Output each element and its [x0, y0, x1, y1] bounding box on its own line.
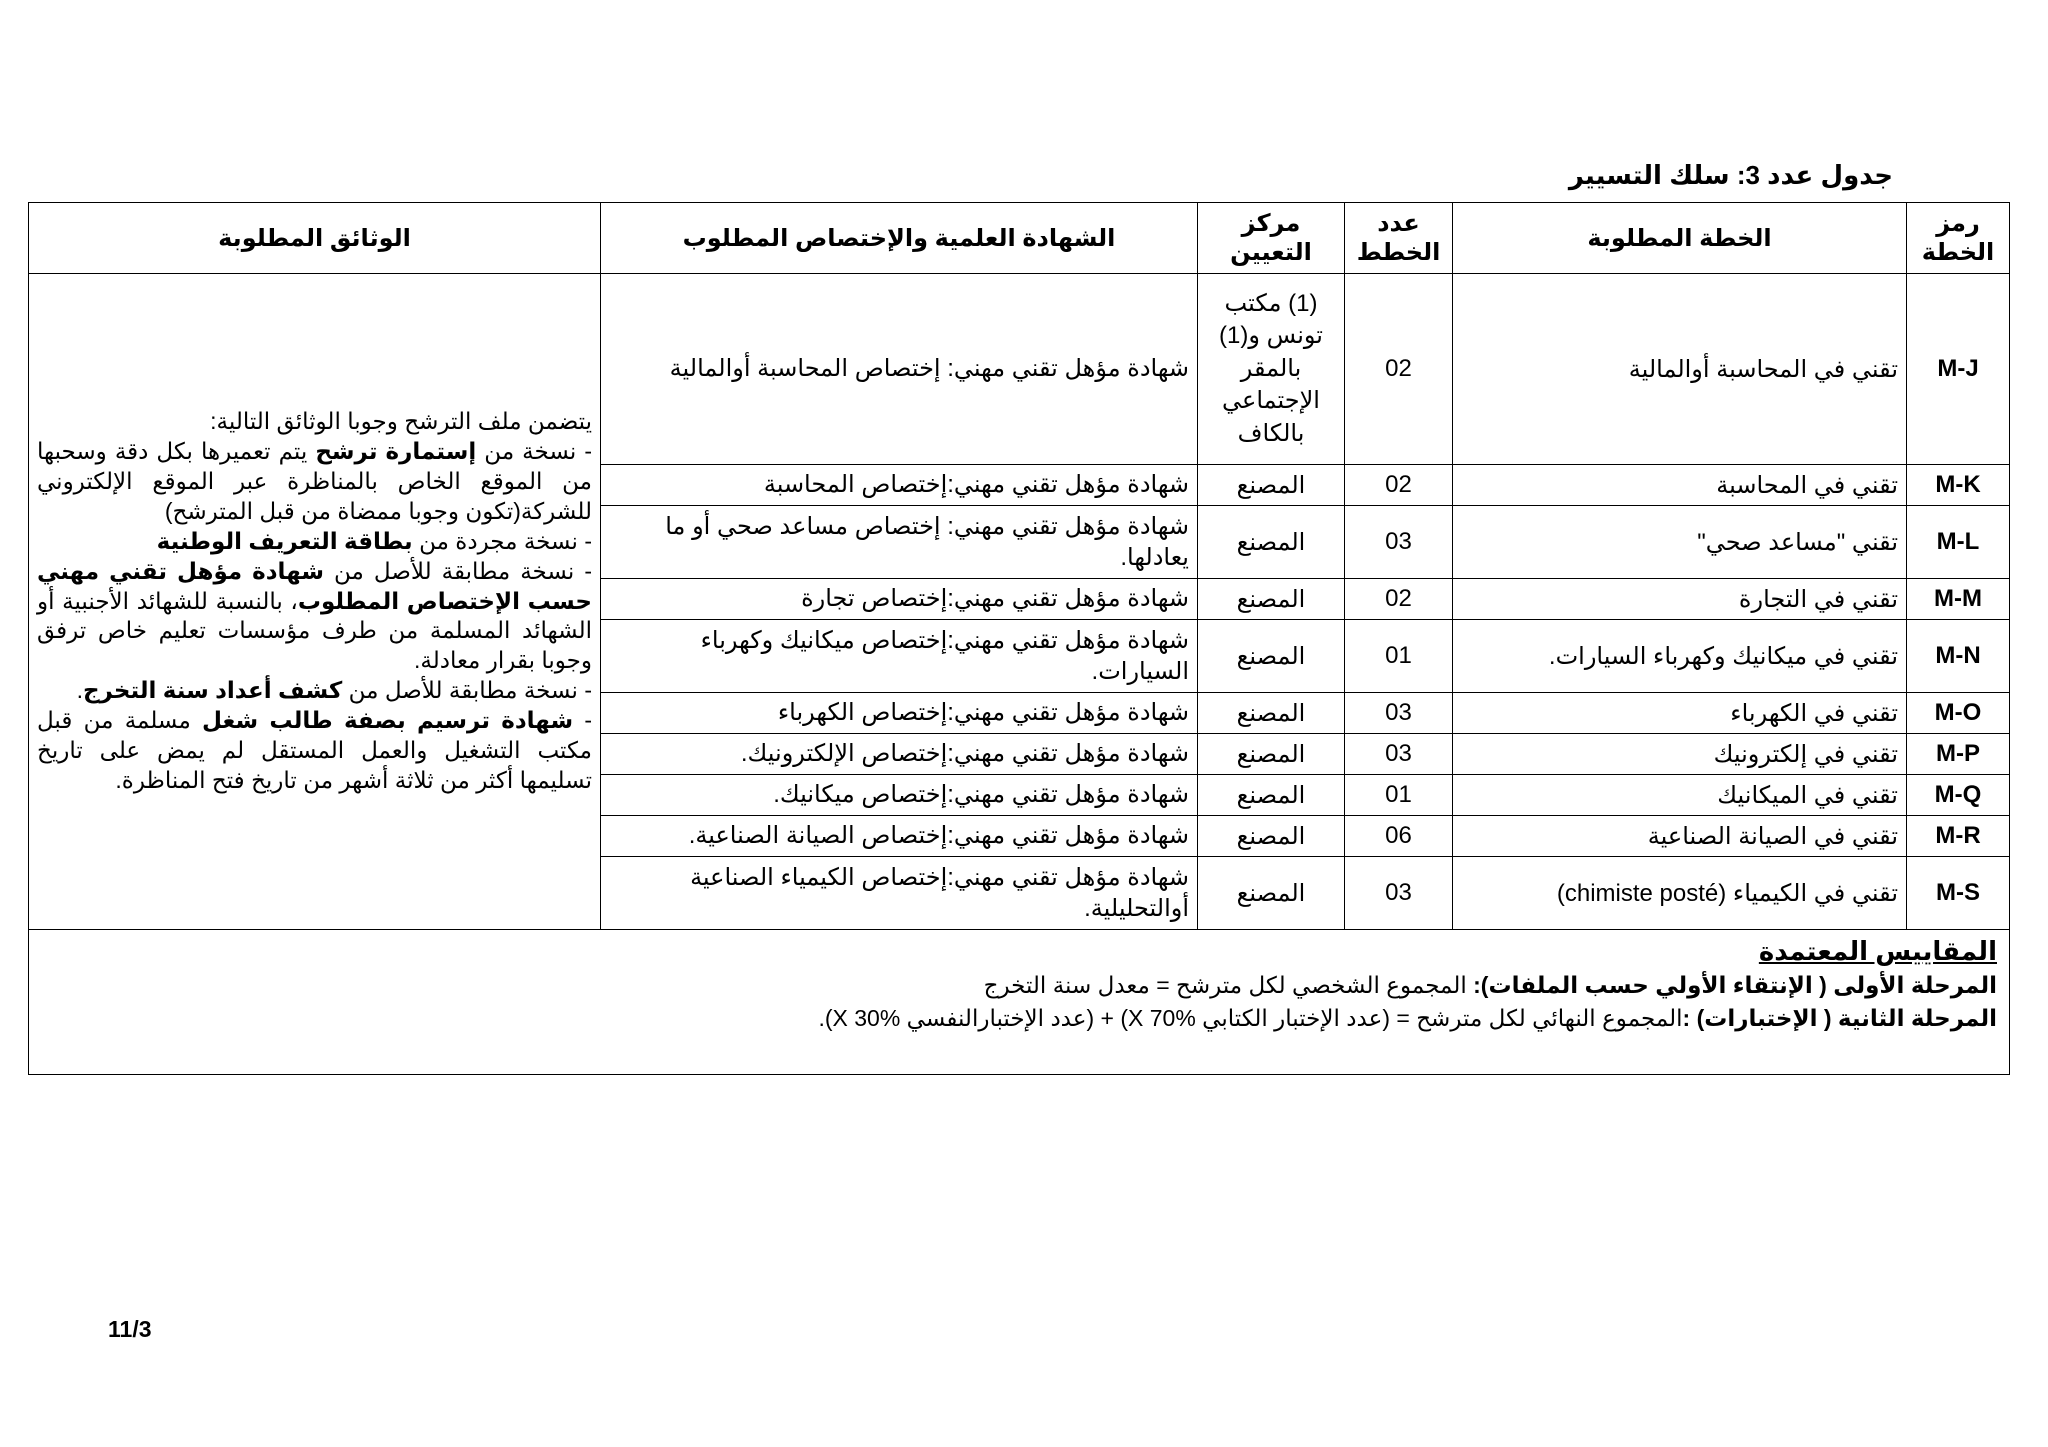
row-degree: شهادة مؤهل تقني مهني:إختصاص تجارة [601, 579, 1198, 620]
row-plan: تقني في المحاسبة [1453, 465, 1907, 506]
row-plan: تقني في التجارة [1453, 579, 1907, 620]
docs-intro: يتضمن ملف الترشح وجوبا الوثائق التالية: [210, 408, 592, 435]
row-plan: تقني في إلكترونيك [1453, 734, 1907, 775]
row-code: M-R [1907, 816, 2010, 857]
row-count: 01 [1345, 775, 1453, 816]
row-count: 03 [1345, 734, 1453, 775]
required-documents [29, 274, 601, 930]
criteria-title: المقاييس المعتمدة [1758, 936, 1997, 966]
row-center: المصنع [1198, 693, 1345, 734]
row-center: المصنع [1198, 857, 1345, 930]
row-code: M-S [1907, 857, 2010, 930]
row-code: M-M [1907, 579, 2010, 620]
row-count: 03 [1345, 693, 1453, 734]
docs-item [37, 527, 592, 557]
row-count: 03 [1345, 857, 1453, 930]
header-count: عدد الخطط [1345, 203, 1453, 274]
header-center: مركز التعيين [1198, 203, 1345, 274]
table-row [29, 274, 2010, 465]
docs-emphasis: شهادة مؤهل تقني مهني حسب الإختصاص المطلوب [37, 557, 592, 614]
docs-text: ، بالنسبة للشهائد الأجنبية أو الشهائد المسلمة من طرف مؤسسات تعليم خاص ترفق وجوبا بقرار معادلة. [37, 587, 592, 674]
docs-emphasis: كشف أعداد سنة التخرج [82, 677, 343, 704]
row-degree: شهادة مؤهل تقني مهني:إختصاص ميكانيك وكهرباء السيارات. [601, 620, 1198, 693]
phase-text: المجموع النهائي لكل مترشح = (عدد الإختبار الكتابي X 70%) + (عدد الإختبارالنفسي X 30%). [818, 1004, 1683, 1031]
header-docs: الوثائق المطلوبة [29, 203, 601, 274]
row-code: M-J [1907, 274, 2010, 465]
row-center: المصنع [1198, 579, 1345, 620]
row-center: المصنع [1198, 620, 1345, 693]
row-degree: شهادة مؤهل تقني مهني: إختصاص المحاسبة أوالمالية [601, 274, 1198, 465]
criteria-phase-2 [41, 1002, 1997, 1034]
docs-item [37, 676, 592, 706]
row-code: M-L [1907, 506, 2010, 579]
row-degree: شهادة مؤهل تقني مهني:إختصاص الإلكترونيك. [601, 734, 1198, 775]
docs-emphasis: إستمارة ترشح [315, 438, 477, 465]
docs-text: يتم تعميرها بكل دقة وسحبها من الموقع الخاص بالمناظرة عبر الموقع الإلكتروني للشركة(تكون وجوبا ممضاة من قبل المترشح) [37, 438, 592, 524]
docs-emphasis: بطاقة التعريف الوطنية [156, 527, 413, 554]
docs-item [37, 557, 592, 677]
row-center: المصنع [1198, 506, 1345, 579]
row-center: (1) مكتب تونس و(1) بالمقر الإجتماعي بالكاف [1198, 274, 1345, 465]
phase-label: المرحلة الأولى ( الإنتقاء الأولي حسب الملفات): [1473, 972, 1997, 999]
row-plan: تقني في الميكانيك [1453, 775, 1907, 816]
criteria-box [28, 925, 2010, 1075]
row-degree: شهادة مؤهل تقني مهني: إختصاص مساعد صحي أو ما يعادلها. [601, 506, 1198, 579]
row-degree: شهادة مؤهل تقني مهني:إختصاص الكهرباء [601, 693, 1198, 734]
docs-item [37, 706, 592, 796]
phase-label: المرحلة الثانية ( الإختبارات) : [1682, 1004, 1997, 1031]
row-plan: تقني في الكيمياء (chimiste posté) [1453, 857, 1907, 930]
row-count: 02 [1345, 274, 1453, 465]
row-code: M-Q [1907, 775, 2010, 816]
row-plan: تقني في المحاسبة أوالمالية [1453, 274, 1907, 465]
row-count: 03 [1345, 506, 1453, 579]
row-code: M-P [1907, 734, 2010, 775]
docs-item [37, 437, 592, 527]
row-count: 02 [1345, 465, 1453, 506]
docs-text: مسلمة من قبل مكتب التشغيل والعمل المستقل لم يمض على تاريخ تسليمها أكثر من ثلاثة أشهر من تاريخ فتح المناظرة. [37, 707, 592, 793]
row-center: المصنع [1198, 775, 1345, 816]
positions-table [28, 202, 2010, 930]
row-plan: تقني في الكهرباء [1453, 693, 1907, 734]
row-plan: تقني في الصيانة الصناعية [1453, 816, 1907, 857]
row-count: 01 [1345, 620, 1453, 693]
docs-text: - نسخة من [476, 438, 592, 465]
docs-text: - نسخة مطابقة للأصل من [342, 677, 592, 704]
docs-text: - نسخة مطابقة للأصل من [324, 557, 592, 584]
row-count: 02 [1345, 579, 1453, 620]
row-degree: شهادة مؤهل تقني مهني:إختصاص الصيانة الصناعية. [601, 816, 1198, 857]
docs-text: - نسخة مجردة من [412, 527, 592, 554]
row-degree: شهادة مؤهل تقني مهني:إختصاص الكيمياء الصناعية أوالتحليلية. [601, 857, 1198, 930]
row-degree: شهادة مؤهل تقني مهني:إختصاص ميكانيك. [601, 775, 1198, 816]
row-plan: تقني "مساعد صحي" [1453, 506, 1907, 579]
docs-emphasis: شهادة ترسيم بصفة طالب شغل [202, 707, 574, 734]
docs-text: . [76, 677, 83, 704]
row-code: M-K [1907, 465, 2010, 506]
table-header-row [29, 203, 2010, 274]
docs-text: - [573, 707, 592, 734]
row-count: 06 [1345, 816, 1453, 857]
criteria-phase-1 [41, 969, 1997, 1001]
row-center: المصنع [1198, 734, 1345, 775]
page-number: 11/3 [108, 1316, 152, 1342]
header-degree: الشهادة العلمية والإختصاص المطلوب [601, 203, 1198, 274]
header-code: رمز الخطة [1907, 203, 2010, 274]
header-plan: الخطة المطلوبة [1453, 203, 1907, 274]
row-center: المصنع [1198, 816, 1345, 857]
row-center: المصنع [1198, 465, 1345, 506]
phase-text: المجموع الشخصي لكل مترشح = معدل سنة التخرج [983, 972, 1474, 999]
row-code: M-O [1907, 693, 2010, 734]
row-degree: شهادة مؤهل تقني مهني:إختصاص المحاسبة [601, 465, 1198, 506]
row-plan: تقني في ميكانيك وكهرباء السيارات. [1453, 620, 1907, 693]
row-code: M-N [1907, 620, 2010, 693]
table-title: جدول عدد 3: سلك التسيير [1568, 160, 1893, 190]
